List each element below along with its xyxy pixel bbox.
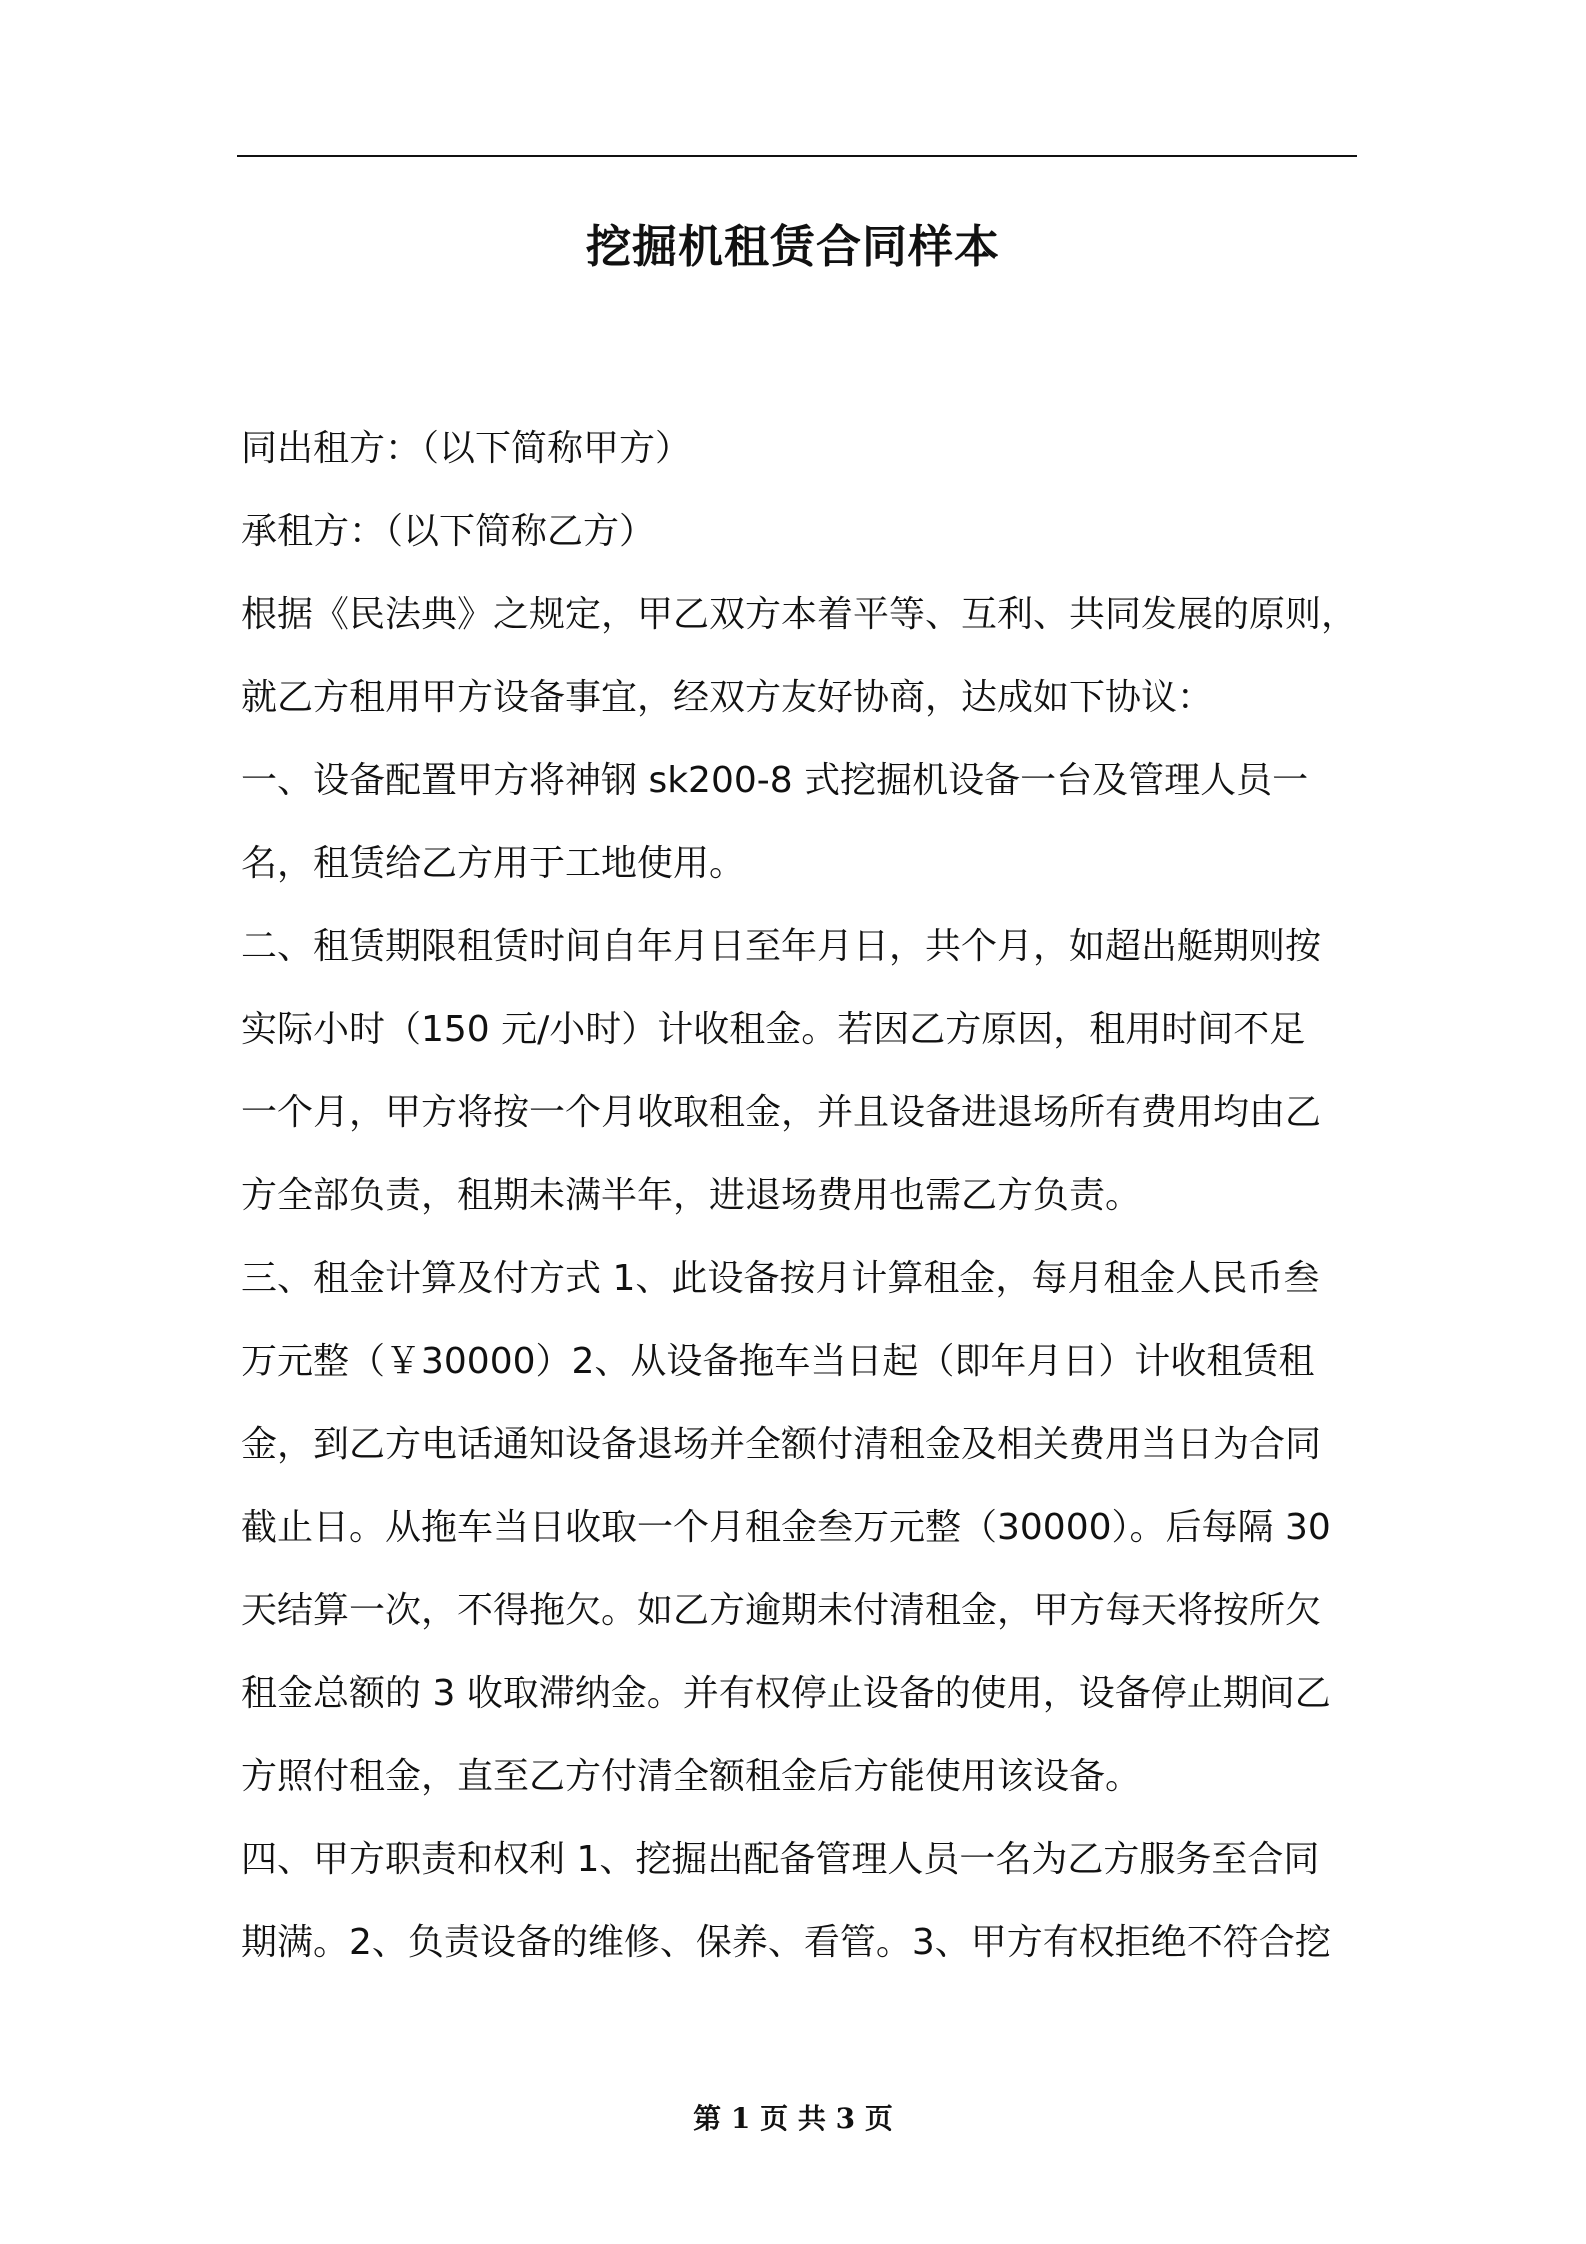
- body-line: 二、租赁期限租赁时间自年月日至年月日，共个月，如超出艇期则按: [241, 926, 1322, 967]
- body-line: 实际小时（150 元/小时）计收租金。若因乙方原因，租用时间不足: [241, 1009, 1306, 1050]
- body-line: 方全部负责，租期未满半年，进退场费用也需乙方负责。: [241, 1175, 1142, 1216]
- body-line: 一个月，甲方将按一个月收取租金，并且设备进退场所有费用均由乙: [241, 1092, 1322, 1133]
- body-line: 租金总额的 3 收取滞纳金。并有权停止设备的使用，设备停止期间乙: [241, 1673, 1331, 1714]
- body-line: 就乙方租用甲方设备事宜，经双方友好协商，达成如下协议：: [241, 677, 1214, 718]
- body-line: 一、设备配置甲方将神钢 sk200-8 式挖掘机设备一台及管理人员一: [241, 760, 1309, 801]
- body-line: 根据《民法典》之规定，甲乙双方本着平等、互利、共同发展的原则，: [241, 594, 1358, 635]
- body-line: 金，到乙方电话通知设备退场并全额付清租金及相关费用当日为合同: [241, 1424, 1322, 1465]
- body-line: 同出租方：（以下简称甲方）: [241, 428, 692, 469]
- document-title: 挖掘机租赁合同样本: [585, 220, 1000, 273]
- document-body: [241, 407, 1357, 1984]
- body-line: 方照付租金，直至乙方付清全额租金后方能使用该设备。: [241, 1756, 1142, 1797]
- body-line: 四、甲方职责和权利 1、挖掘出配备管理人员一名为乙方服务至合同: [241, 1839, 1320, 1880]
- page-footer: 第 1 页 共 3 页: [693, 2102, 893, 2135]
- body-line: 承租方：（以下简称乙方）: [241, 511, 656, 552]
- body-line: 名，租赁给乙方用于工地使用。: [241, 843, 746, 884]
- body-line: 三、租金计算及付方式 1、此设备按月计算租金，每月租金人民币叁: [241, 1258, 1320, 1299]
- body-line: 天结算一次，不得拖欠。如乙方逾期未付清租金，甲方每天将按所欠: [241, 1590, 1322, 1631]
- header-rule: [237, 155, 1357, 157]
- body-line: 万元整（￥30000）2、从设备拖车当日起（即年月日）计收租赁租: [241, 1341, 1315, 1382]
- body-line: 截止日。从拖车当日收取一个月租金叁万元整（30000）。后每隔 30: [241, 1507, 1331, 1548]
- body-line: 期满。2、负责设备的维修、保养、看管。3、甲方有权拒绝不符合挖: [241, 1922, 1331, 1963]
